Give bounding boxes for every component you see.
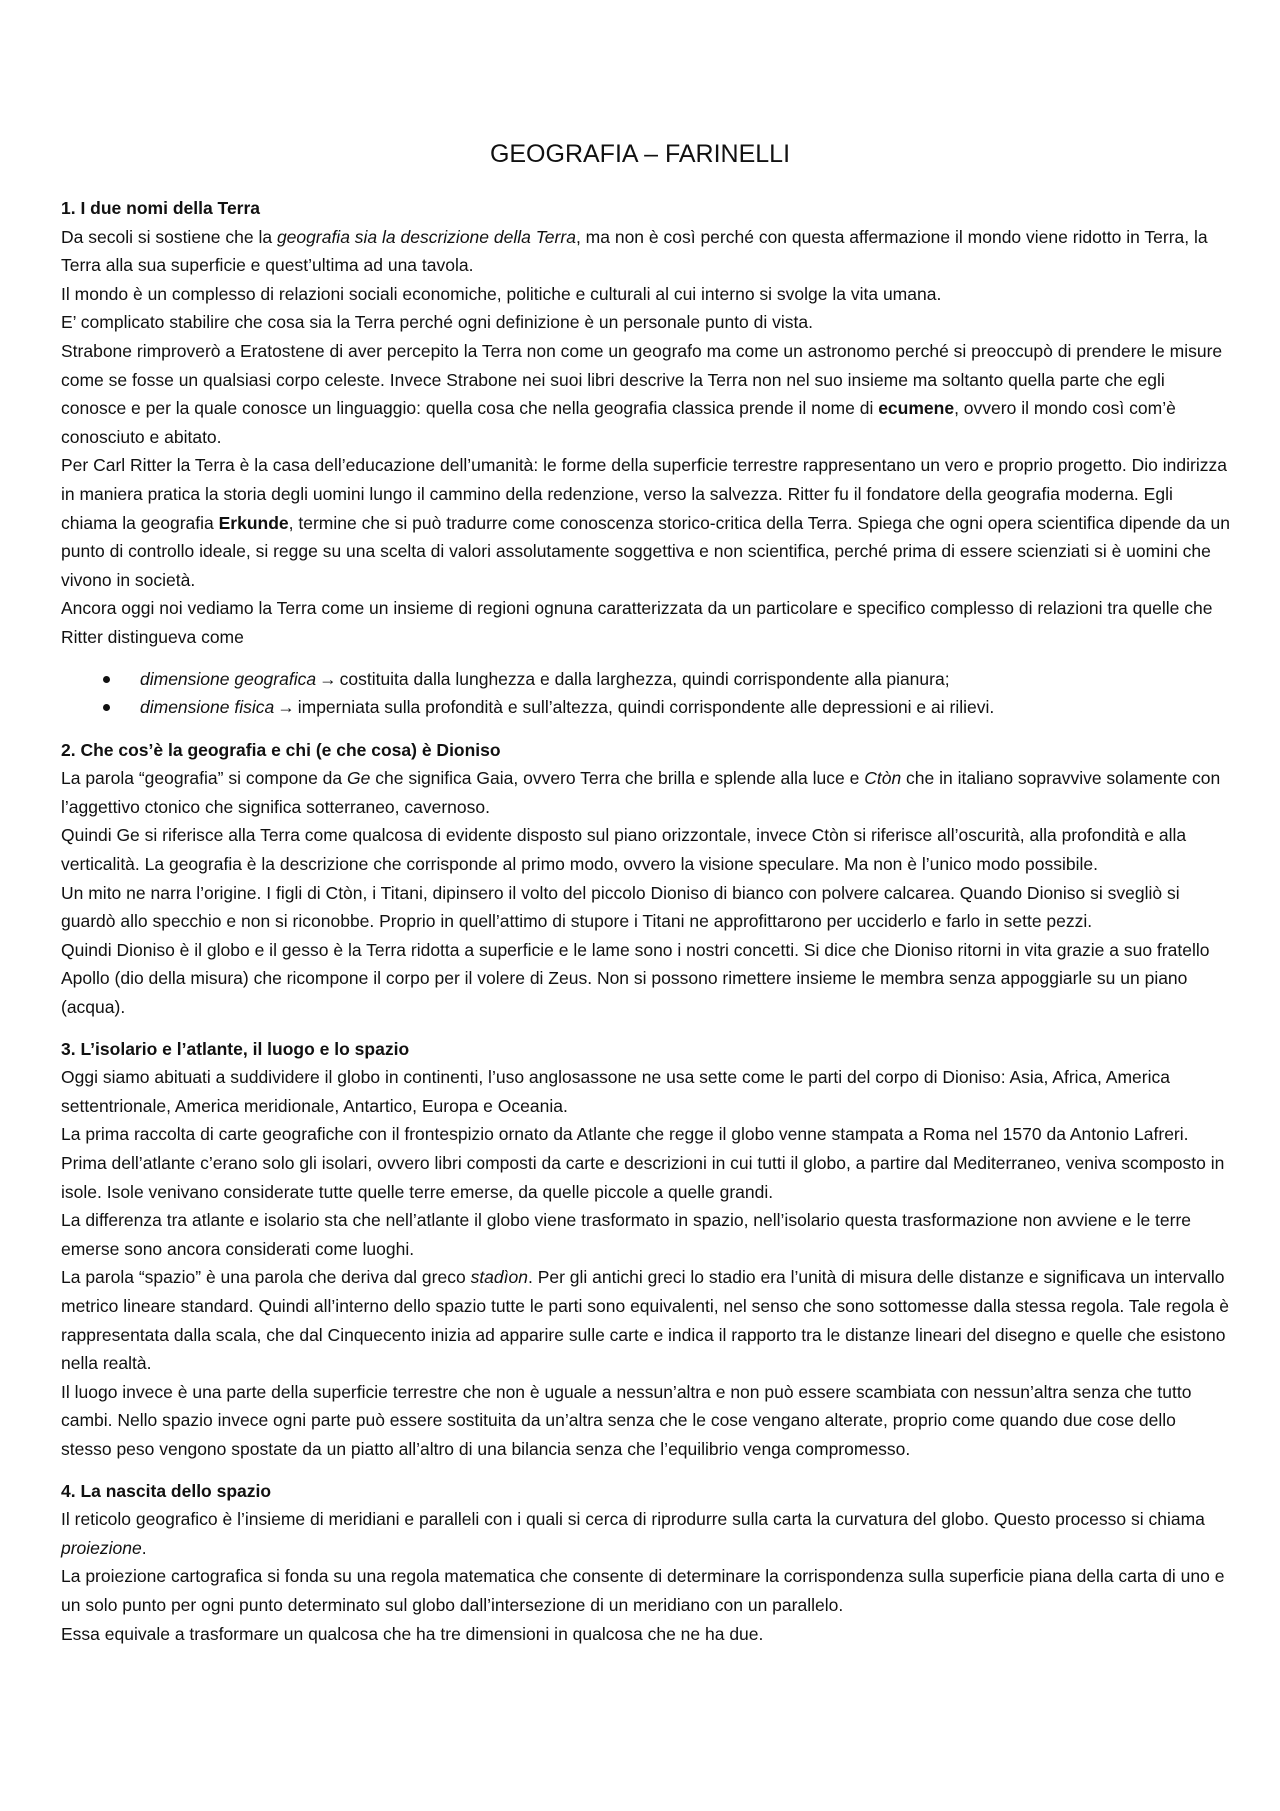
paragraph: E’ complicato stabilire che cosa sia la Terra perché ogni definizione è un personale punto di vista. xyxy=(61,312,813,333)
paragraph: Il mondo è un complesso di relazioni sociali economiche, politiche e culturali al cui interno si svolge la vita umana. xyxy=(61,283,942,304)
bold-term-ecumene: ecumene xyxy=(878,398,955,419)
section-3 xyxy=(61,1035,1231,1464)
italic-term: dimensione geografica xyxy=(140,668,317,689)
paragraph: Essa equivale a trasformare un qualcosa che ha tre dimensioni in qualcosa che ne ha due. xyxy=(61,1623,764,1644)
arrow-right-icon: → xyxy=(277,697,295,718)
section-1 xyxy=(61,194,1231,722)
italic-text: Ctòn xyxy=(864,768,902,789)
italic-text: Ge xyxy=(347,768,371,789)
section-4 xyxy=(61,1477,1231,1649)
text-run: La parola “geografia” si compone da xyxy=(61,768,348,789)
text-run: . xyxy=(141,1537,147,1558)
text-run: costituita dalla lunghezza e dalla larghezza, quindi corrispondente alla pianura; xyxy=(339,668,950,689)
arrow-right-icon: → xyxy=(319,668,337,689)
paragraph: Quindi Dioniso è il globo e il gesso è la Terra ridotta a superficie e le lame sono i nostri concetti. Si dice che Dioniso ritorni in vita grazie a suo fratello Apollo (dio della misura) che ricompone il corpo per il volere di Zeus. Non si possono rimettere insieme le membra senza appoggiarle su un piano (acqua). xyxy=(61,939,1210,1018)
section-heading: 1. I due nomi della Terra xyxy=(61,198,261,218)
paragraph: La differenza tra atlante e isolario sta che nell’atlante il globo viene trasformato in spazio, nell’isolario questa trasformazione non avviene e le terre emerse sono ancora considerati come luoghi. xyxy=(61,1210,1192,1259)
document-body xyxy=(61,194,1231,1661)
bullet-icon xyxy=(103,676,110,683)
text-run: che in italiano sopravvive solamente con l’aggettivo ctonico che significa sotterraneo, cavernoso. xyxy=(61,768,1221,817)
paragraph: Ancora oggi noi vediamo la Terra come un insieme di regioni ognuna caratterizzata da un particolare e specifico complesso di relazioni tra quelle che Ritter distingueva come xyxy=(61,598,1213,647)
paragraph xyxy=(61,1263,1231,1377)
text-run: Da secoli si sostiene che la xyxy=(61,226,277,247)
italic-text: geografia sia la descrizione della Terra xyxy=(276,226,576,247)
list-item xyxy=(61,665,1231,694)
bold-term-erkunde: Erkunde xyxy=(218,512,289,533)
text-run: , ma non è così perché con questa affermazione il mondo viene ridotto in Terra, la Terra alla sua superficie e quest’ultima ad una tavola. xyxy=(61,226,1208,276)
paragraph xyxy=(61,764,1231,821)
bullet-icon xyxy=(103,704,110,711)
section-heading: 4. La nascita dello spazio xyxy=(61,1480,272,1501)
paragraph xyxy=(61,451,1231,594)
section-heading: 2. Che cos’è la geografia e chi (e che cosa) è Dioniso xyxy=(61,739,501,760)
section-2 xyxy=(61,736,1231,1022)
paragraph xyxy=(61,1505,1231,1562)
text-run: Il reticolo geografico è l’insieme di meridiani e paralleli con i quali si cerca di riprodurre sulla carta la curvatura del globo. Questo processo si chiama xyxy=(61,1509,1205,1530)
paragraph: La prima raccolta di carte geografiche con il frontespizio ornato da Atlante che regge il globo venne stampata a Roma nel 1570 da Antonio Lafreri. Prima dell’atlante c’erano solo gli isolari, ovvero libri composti da carte e descrizioni in cui tutti il globo, a partire dal Mediterraneo, veniva scomposto in isole. Isole venivano considerate tutte quelle terre emerse, da quelle piccole a quelle grandi. xyxy=(61,1124,1225,1202)
paragraph: Quindi Ge si riferisce alla Terra come qualcosa di evidente disposto sul piano orizzontale, invece Ctòn si riferisce all’oscurità, alla profondità e alla verticalità. La geografia è la descrizione che corrisponde al primo modo, ovvero la visione speculare. Ma non è l’unico modo possibile. xyxy=(61,825,1187,875)
paragraph: Il luogo invece è una parte della superficie terrestre che non è uguale a nessun’altra e non può essere scambiata con nessun’altra senza che tutto cambi. Nello spazio invece ogni parte può essere sostituita da un’altra senza che le cose vengano alterate, proprio come quando due cose dello stesso peso vengono spostate da un piatto all’altro di una bilancia senza che l’equilibrio venga compromesso. xyxy=(61,1381,1192,1459)
bullet-list xyxy=(61,665,1231,722)
section-heading: 3. L’isolario e l’atlante, il luogo e lo spazio xyxy=(61,1038,410,1059)
text-run: , ovvero il mondo così com’è conosciuto e abitato. xyxy=(61,398,1176,447)
italic-term: dimensione fisica xyxy=(140,697,275,718)
text-run: che significa Gaia, ovvero Terra che brilla e splende alla luce e xyxy=(370,768,865,789)
italic-text: stadìon xyxy=(470,1267,528,1288)
text-run: Strabone rimproverò a Eratostene di aver percepito la Terra non come un geografo ma come un astronomo perché si preoccupò di prendere le misure come se fosse un qualsiasi corpo celeste. Invece Strabone nei suoi libri descrive la Terra non nel suo insieme ma soltanto quella parte che egli conosce e per la quale conosce un linguaggio: quella cosa che nella geografia classica prende il nome di xyxy=(61,340,1223,419)
text-run: imperniata sulla profondità e sull’altezza, quindi corrispondente alle depressioni e ai rilievi. xyxy=(297,697,995,718)
paragraph xyxy=(61,223,1231,280)
italic-text: proiezione xyxy=(61,1537,142,1558)
paragraph: Oggi siamo abituati a suddividere il globo in continenti, l’uso anglosassone ne usa sette come le parti del corpo di Dioniso: Asia, Africa, America settentrionale, America meridionale, Antartico, Europa e Oceania. xyxy=(61,1067,1170,1116)
text-run: Per Carl Ritter la Terra è la casa dell’educazione dell’umanità: le forme della superficie terrestre rappresentano un vero e proprio progetto. Dio indirizza in maniera pratica la storia degli uomini lungo il cammino della redenzione, verso la salvezza. Ritter fu il fondatore della geografia moderna. Egli chiama la geografia xyxy=(61,455,1227,533)
paragraph: La proiezione cartografica si fonda su una regola matematica che consente di determinare la corrispondenza sulla superficie piana della carta di uno e un solo punto per ogni punto determinato sul globo dall’intersezione di un meridiano con un parallelo. xyxy=(61,1566,1225,1615)
document-title: GEOGRAFIA – FARINELLI xyxy=(489,140,791,168)
text-run: . Per gli antichi greci lo stadio era l’unità di misura delle distanze e significava un intervallo metrico lineare standard. Quindi all’interno dello spazio tutte le parti sono equivalenti, nel senso che sono sottomesse dalla stessa regola. Tale regola è rappresentata dalla scala, che dal Cinquecento inizia ad apparire sulle carte e indica il rapporto tra le distanze lineari del disegno e quelle che esistono nella realtà. xyxy=(61,1267,1230,1374)
paragraph xyxy=(61,337,1231,451)
paragraph: Un mito ne narra l’origine. I figli di Ctòn, i Titani, dipinsero il volto del piccolo Dioniso di bianco con polvere calcarea. Quando Dioniso si svegliò si guardò allo specchio e non si riconobbe. Proprio in quell’attimo di stupore i Titani ne approfittarono per ucciderlo e farlo in sette pezzi. xyxy=(61,882,1180,932)
text-run: , termine che si può tradurre come conoscenza storico-critica della Terra. Spiega che ogni opera scientifica dipende da un punto di controllo ideale, si regge su una scelta di valori assolutamente soggettiva e non scientifica, perché prima di essere scienziati si è uomini che vivono in società. xyxy=(61,512,1230,590)
list-item xyxy=(61,693,1231,722)
text-run: La parola “spazio” è una parola che deriva dal greco xyxy=(61,1267,471,1288)
